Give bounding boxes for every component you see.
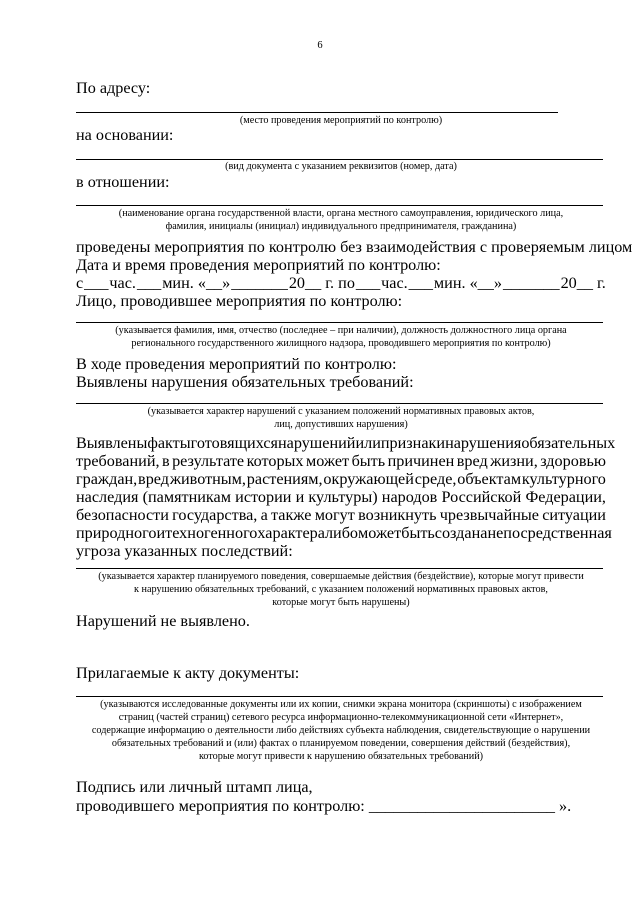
violations-label: Выявлены нарушения обязательных требований: (76, 373, 414, 391)
datetime-part: _______ (231, 274, 288, 292)
word: могут (314, 506, 355, 524)
word: природного (76, 524, 157, 542)
facts-line (76, 524, 612, 542)
word: истории (235, 488, 292, 506)
word: окружающей (323, 470, 414, 488)
word: или (355, 434, 381, 452)
word: вред (138, 470, 169, 488)
word: наследия (76, 488, 139, 506)
attachments-caption-5: которые могут привести к нарушению обязательных требований) (198, 751, 484, 762)
page-number: 6 (317, 40, 323, 51)
word: Федерации, (525, 488, 606, 506)
address-line (76, 112, 558, 113)
word: культуры) (308, 488, 378, 506)
attachments-caption-3: содержащие информацию о деятельности либо действиях субъекта наблюдения, свидетельствующие о нарушении (91, 725, 591, 736)
word: среде, (414, 470, 457, 488)
attachments-line (76, 696, 603, 697)
datetime-part: час. (109, 274, 136, 292)
word: непосредственная (487, 524, 612, 542)
datetime-line (76, 274, 606, 292)
regarding-line (76, 205, 603, 206)
person-line (76, 322, 603, 323)
word: и (295, 488, 305, 506)
attachments-caption-4: обязательных требований и (или) фактах о планируемом поведении, совершения действий (бездействия), (111, 738, 571, 749)
word: (памятникам (142, 488, 231, 506)
facts-paragraph (76, 434, 616, 560)
word: нарушения (445, 434, 522, 452)
course-label: В ходе проведения мероприятий по контролю: (76, 355, 397, 373)
word: вред (456, 452, 488, 470)
word: животным, (169, 470, 246, 488)
person-caption-1: (указывается фамилия, имя, отчество (последнее – при наличии), должность должностного лица органа (115, 325, 567, 336)
address-label: По адресу: (76, 79, 151, 97)
word: характера (257, 524, 325, 542)
signature-line-2: проводившего мероприятия по контролю: _______________________ ». (76, 797, 572, 815)
basis-label: на основании: (76, 126, 174, 144)
word: признаки (380, 434, 446, 452)
word: обязательных (521, 434, 616, 452)
word: Выявлены (76, 434, 148, 452)
datetime-part: с (76, 274, 84, 292)
no-violations-text: Нарушений не выявлено. (76, 612, 250, 630)
regarding-label: в отношении: (76, 173, 170, 191)
violations-caption-2: лиц, допустивших нарушения) (274, 419, 408, 430)
word: здоровью (540, 452, 606, 470)
word: и (156, 524, 166, 542)
word: либо (324, 524, 359, 542)
word: требований, (76, 452, 160, 470)
datetime-part: ___ (355, 274, 381, 292)
word: быть (401, 524, 435, 542)
conducted-line: проведены мероприятия по контролю без взаимодействия с проверяемым лицом (76, 238, 633, 256)
facts-line (76, 542, 606, 560)
regarding-caption-2: фамилия, инициалы (инициал) индивидуального предпринимателя, гражданина) (165, 221, 517, 232)
word: растениям, (246, 470, 323, 488)
word: также (270, 506, 312, 524)
datetime-part: _______ (502, 274, 560, 292)
word: объектам (457, 470, 522, 488)
datetime-part: 20__ г. (560, 274, 606, 292)
word: готовящихся (190, 434, 278, 452)
attachments-caption-1: (указываются исследованные документы или их копии, снимки экрана монитора (скриншоты) с изображением (100, 699, 582, 710)
word: причинен (387, 452, 455, 470)
datetime-part: мин. «__» (162, 274, 231, 292)
datetime-part: 20__ г. по (288, 274, 355, 292)
word: создана (434, 524, 488, 542)
word: техногенного (165, 524, 258, 542)
regarding-caption-1: (наименование органа государственной власти, органа местного самоуправления, юридического лица, (118, 208, 564, 219)
datetime-part: ___ (136, 274, 162, 292)
address-caption: (место проведения мероприятий по контролю) (239, 115, 443, 126)
word: факты (147, 434, 191, 452)
datetime-part: мин. «__» (433, 274, 502, 292)
facts-caption-3: которые могут быть нарушены) (272, 597, 410, 608)
word: ситуации (542, 506, 606, 524)
datetime-label: Дата и время проведения мероприятий по контролю: (76, 256, 441, 274)
datetime-part: ___ (84, 274, 109, 292)
word: угроза указанных последствий: (76, 542, 293, 560)
word: народов (381, 488, 438, 506)
person-caption-2: регионального государственного жилищного надзора, проводившего мероприятия по контролю) (131, 338, 551, 349)
facts-line-rule (76, 568, 603, 569)
person-label: Лицо, проводившее мероприятия по контролю: (76, 292, 403, 310)
signature-line-1: Подпись или личный штамп лица, (76, 778, 313, 796)
word: может (358, 524, 402, 542)
word: безопасности (76, 506, 169, 524)
violations-caption-1: (указывается характер нарушений с указанием положений нормативных правовых актов, (147, 406, 535, 417)
facts-line (76, 452, 606, 470)
word: культурного (521, 470, 606, 488)
word: в (161, 452, 170, 470)
word: государства, (172, 506, 258, 524)
word: а (260, 506, 268, 524)
datetime-part: час. (381, 274, 408, 292)
word: возникнуть (358, 506, 437, 524)
word: может (305, 452, 350, 470)
word: нарушений (277, 434, 356, 452)
facts-line (76, 470, 606, 488)
violations-line (76, 403, 603, 404)
word: жизни, (490, 452, 538, 470)
word: чрезвычайные (439, 506, 539, 524)
word: которых (246, 452, 304, 470)
word: быть (351, 452, 386, 470)
basis-caption: (вид документа с указанием реквизитов (номер, дата) (225, 161, 457, 172)
word: Российской (441, 488, 522, 506)
facts-line (76, 506, 606, 524)
facts-caption-1: (указывается характер планируемого поведения, совершаемые действия (бездействие), которые могут привести (98, 571, 584, 582)
attachments-caption-2: страниц (частей страниц) сетевого ресурса информационно-телекоммуникационной сети «Интернет», (118, 712, 564, 723)
word: результате (172, 452, 245, 470)
facts-line (76, 488, 606, 506)
facts-line (76, 434, 616, 452)
datetime-part: ___ (408, 274, 433, 292)
word: граждан, (76, 470, 138, 488)
attachments-label: Прилагаемые к акту документы: (76, 664, 300, 682)
facts-caption-2: к нарушению обязательных требований, с указанием положений нормативных правовых актов, (134, 584, 548, 595)
